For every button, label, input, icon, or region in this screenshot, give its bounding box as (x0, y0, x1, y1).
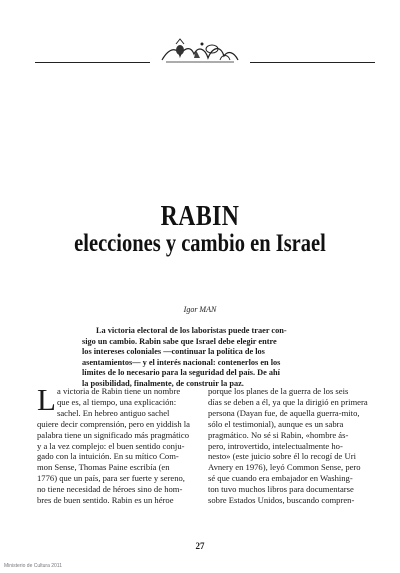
body-line: 1776) que un país, para ser fuerte y sereno, (37, 473, 185, 484)
body-line: bres de buen sentido. Rabin es un héroe (37, 495, 174, 506)
body-line: y a la vez complejo: el buen sentido conju- (37, 440, 185, 451)
body-line: porque los planes de la guerra de los seis (208, 386, 349, 396)
body-line: que es, al tiempo, una explicación: (57, 396, 177, 407)
abstract-line: asentamientos— y el interés nacional: contenerlos en los (82, 357, 281, 367)
body-line: días se deben a él, ya que la dirigió en primera (208, 396, 368, 407)
abstract-line: La victoria electoral de los laboristas puede traer con- (96, 326, 287, 335)
body-line: pero, introvertido, intelectualmente ho- (208, 440, 343, 451)
body-line: ton tuvo muchos libros para documentarse (208, 484, 354, 495)
body-line: mon Sense, Thomas Paine escribía (en (37, 462, 170, 473)
body-column-right (208, 386, 368, 506)
body-line: gado con la intuición. En su mítico Com- (37, 451, 179, 462)
drop-cap: L (37, 382, 56, 417)
author-byline: Igor MAN (183, 305, 217, 314)
article-subtitle: elecciones y cambio en Israel (74, 230, 326, 257)
body-line: pragmático. No sé si Rabin, «hombre ás- (208, 429, 349, 440)
body-line: palabra tiene un significado más pragmático (37, 429, 190, 440)
article-abstract (82, 326, 358, 390)
body-column-left (37, 382, 197, 506)
body-line: sachel. En hebreo antiguo sachel (57, 407, 170, 418)
abstract-line: los intereses coloniales —continuar la política de los (82, 347, 265, 357)
body-line: no tiene necesidad de héroes sino de hom- (37, 484, 183, 495)
footer-credit: Ministerio de Cultura 2011 (4, 563, 62, 569)
abstract-line: la posibilidad, finalmente, de construir la paz. (82, 378, 244, 388)
decorative-vignette-icon (150, 36, 250, 66)
body-line: nesto» (este juicio sobre él lo recogí de Uri (208, 451, 356, 462)
article-title: RABIN (160, 200, 240, 232)
page-number: 27 (195, 541, 205, 551)
body-line: quiere decir comprensión, pero en yiddish la (37, 418, 190, 429)
abstract-line: sigo un cambio. Rabin sabe que Israel debe elegir entre (82, 336, 277, 346)
abstract-line: límites de lo necesario para la seguridad del país. De ahí (82, 368, 280, 378)
body-line: sé que cuando era embajador en Washing- (208, 473, 353, 484)
body-line: sólo el testimonial), aunque es un sabra (208, 418, 344, 429)
body-line: a victoria de Rabin tiene un nombre (57, 386, 181, 396)
body-line: persona (Dayan fue, de aquella guerra-mito, (208, 407, 360, 418)
body-line: Avnery en 1976), leyó Common Sense, pero (208, 462, 361, 473)
body-line: sobre Estados Unidos, buscando compren- (208, 495, 355, 506)
